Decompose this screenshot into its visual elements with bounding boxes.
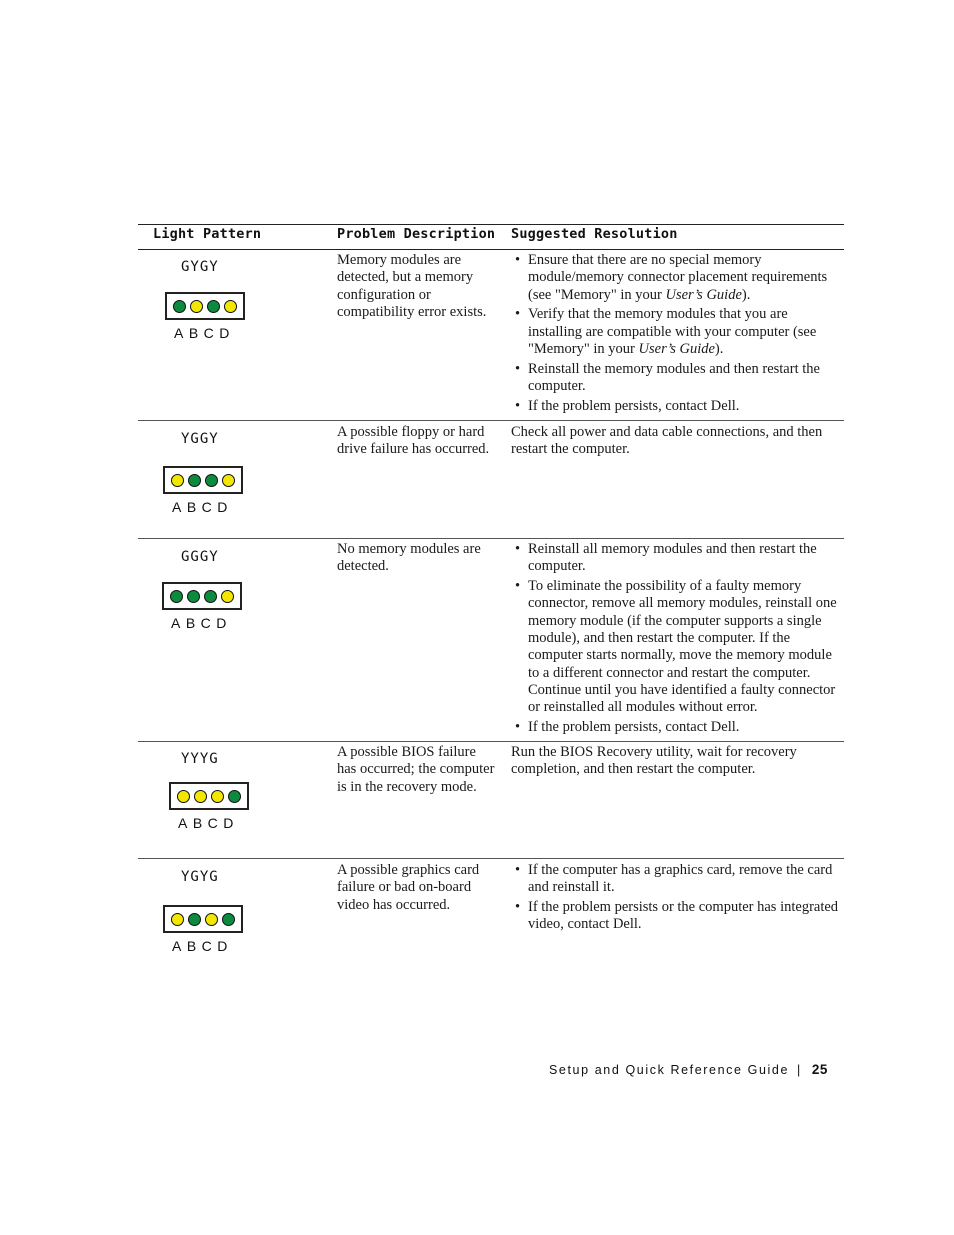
- light-pattern-code: YYYG: [181, 751, 219, 767]
- header-problem-description: Problem Description: [337, 226, 496, 242]
- header-suggested-resolution: Suggested Resolution: [511, 226, 678, 242]
- light-labels: ABCD: [172, 938, 233, 954]
- suggested-resolution: [511, 541, 844, 739]
- light-green-indicator: [204, 590, 217, 603]
- light-pattern-code: GGGY: [181, 549, 219, 565]
- row-separator: [138, 858, 844, 859]
- footer-title: Setup and Quick Reference Guide: [549, 1063, 789, 1077]
- page-footer: [549, 1062, 828, 1077]
- light-green-indicator: [188, 913, 201, 926]
- resolution-text: ).: [714, 340, 724, 357]
- row-separator: [138, 420, 844, 421]
- guide-title: User’s Guide: [638, 340, 715, 357]
- diagnostic-lights: [163, 466, 243, 494]
- light-pattern-code: YGYG: [181, 869, 219, 885]
- light-yellow-indicator: [171, 474, 184, 487]
- light-green-indicator: [173, 300, 186, 313]
- bullet-icon: •: [515, 360, 521, 377]
- light-green-indicator: [207, 300, 220, 313]
- light-green-indicator: [170, 590, 183, 603]
- suggested-resolution: [511, 252, 844, 418]
- light-pattern-code: YGGY: [181, 431, 219, 447]
- problem-description: Memory modules are detected, but a memory configuration or compatibility error exists.: [337, 252, 487, 320]
- light-labels: ABCD: [178, 815, 239, 831]
- resolution-text: Check all power and data cable connections, and then restart the computer.: [511, 424, 823, 458]
- light-green-indicator: [228, 790, 241, 803]
- resolution-text: ).: [741, 286, 751, 303]
- light-yellow-indicator: [211, 790, 224, 803]
- light-yellow-indicator: [222, 474, 235, 487]
- resolution-item: [511, 899, 844, 934]
- resolution-text: If the problem persists, contact Dell.: [528, 718, 740, 735]
- light-labels: ABCD: [171, 615, 232, 631]
- resolution-text: If the problem persists or the computer has integrated video, contact Dell.: [528, 899, 839, 933]
- resolution-item: [511, 398, 844, 415]
- suggested-resolution: [511, 424, 844, 459]
- light-yellow-indicator: [194, 790, 207, 803]
- resolution-text: Run the BIOS Recovery utility, wait for recovery completion, and then restart the computer.: [511, 744, 797, 778]
- light-pattern-code: GYGY: [181, 259, 219, 275]
- page-number: 25: [811, 1062, 828, 1077]
- resolution-item: [511, 252, 844, 304]
- table-header-rule: [138, 249, 844, 250]
- resolution-text: Reinstall the memory modules and then restart the computer.: [528, 360, 820, 395]
- light-yellow-indicator: [177, 790, 190, 803]
- resolution-text: To eliminate the possibility of a faulty memory connector, remove all memory modules, reinstall one memory module (if the computer supports a single module), and then restart the computer. If the computer starts normally, move the memory module to a different connector and restart the computer. Continue until you have identified a faulty connector or reinstalled all modules without error.: [528, 578, 837, 716]
- light-green-indicator: [222, 913, 235, 926]
- table-top-rule: [138, 224, 844, 225]
- problem-description: No memory modules are detected.: [337, 541, 481, 575]
- resolution-text: If the problem persists, contact Dell.: [528, 397, 740, 414]
- resolution-text: If the computer has a graphics card, remove the card and reinstall it.: [528, 862, 833, 896]
- bullet-icon: •: [515, 862, 521, 878]
- diagnostic-lights: [162, 582, 242, 610]
- bullet-icon: •: [515, 397, 521, 414]
- suggested-resolution: [511, 744, 844, 779]
- diagnostic-lights: [163, 905, 243, 933]
- footer-separator: |: [797, 1063, 802, 1077]
- guide-title: User’s Guide: [665, 286, 742, 303]
- resolution-list: [511, 862, 844, 934]
- light-yellow-indicator: [221, 590, 234, 603]
- suggested-resolution: [511, 862, 844, 936]
- resolution-item: [511, 361, 844, 396]
- resolution-list: [511, 252, 844, 415]
- row-separator: [138, 538, 844, 539]
- problem-description: A possible graphics card failure or bad on-board video has occurred.: [337, 862, 480, 913]
- diagnostic-lights: [169, 782, 249, 810]
- resolution-item: [511, 541, 844, 576]
- light-yellow-indicator: [224, 300, 237, 313]
- problem-description: A possible BIOS failure has occurred; the computer is in the recovery mode.: [337, 744, 495, 795]
- resolution-text: Verify that the memory modules that you are installing are compatible with your computer (see "Memory" in your: [528, 306, 817, 357]
- row-separator: [138, 741, 844, 742]
- bullet-icon: •: [515, 541, 521, 557]
- resolution-item: [511, 578, 844, 716]
- light-green-indicator: [187, 590, 200, 603]
- bullet-icon: •: [515, 718, 521, 735]
- light-labels: ABCD: [174, 325, 235, 341]
- resolution-list: [511, 541, 844, 736]
- light-green-indicator: [205, 474, 218, 487]
- header-light-pattern: Light Pattern: [153, 226, 262, 242]
- resolution-text: Ensure that there are no special memory module/memory connector placement requirements (see "Memory" in your: [528, 252, 828, 303]
- problem-description: A possible floppy or hard drive failure has occurred.: [337, 424, 490, 458]
- light-green-indicator: [188, 474, 201, 487]
- resolution-item: [511, 862, 844, 897]
- resolution-item: [511, 306, 844, 358]
- light-yellow-indicator: [205, 913, 218, 926]
- light-yellow-indicator: [171, 913, 184, 926]
- bullet-icon: •: [515, 306, 521, 323]
- light-labels: ABCD: [172, 499, 233, 515]
- diagnostic-lights: [165, 292, 245, 320]
- bullet-icon: •: [515, 578, 521, 595]
- bullet-icon: •: [515, 899, 521, 916]
- resolution-item: [511, 719, 844, 736]
- resolution-text: Reinstall all memory modules and then restart the computer.: [528, 541, 817, 575]
- bullet-icon: •: [515, 252, 521, 268]
- light-yellow-indicator: [190, 300, 203, 313]
